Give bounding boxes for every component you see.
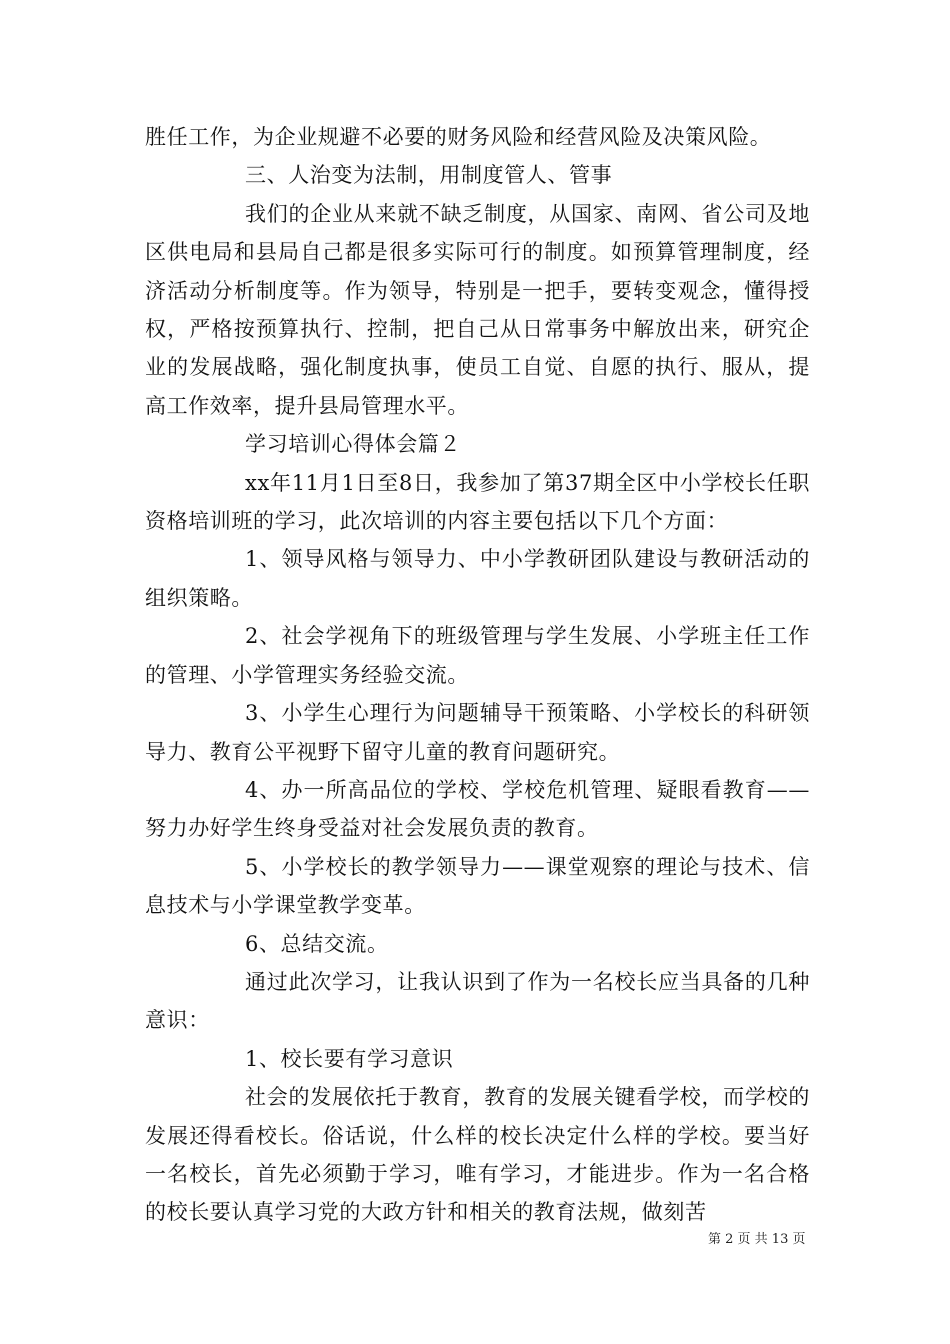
paragraph-training-intro: xx年11月1日至8日，我参加了第37期全区中小学校长任职资格培训班的学习，此次培训的内容主要包括以下几个方面： bbox=[145, 470, 810, 534]
page-number-footer: 第 2 页 共 13 页 bbox=[708, 1232, 806, 1247]
list-item-1: 1、领导风格与领导力、中小学教研团队建设与教研活动的组织策略。 bbox=[145, 547, 810, 610]
paragraph-system-management: 我们的企业从来就不缺乏制度，从国家、南网、省公司及地区供电局和县局自己都是很多实际可行的制度。如预算管理制度，经济活动分析制度等。作为领导，特别是一把手，要转变观念，懂得授权，严格按预算执行、控制，把自己从日常事务中解放出来，研究企业的发展战略，强化制度执事，使员工自觉、自愿的执行、服从，提高工作效率，提升县局管理水平。 bbox=[145, 201, 810, 418]
subheading-learning-awareness: 1、校长要有学习意识 bbox=[245, 1046, 454, 1071]
list-item-2: 2、社会学视角下的班级管理与学生发展、小学班主任工作的管理、小学管理实务经验交流。 bbox=[145, 624, 810, 687]
section-heading-rule-by-law: 三、人治变为法制，用制度管人、管事 bbox=[245, 163, 613, 188]
paragraph-continuation: 胜任工作，为企业规避不必要的财务风险和经营风险及决策风险。 bbox=[145, 125, 772, 149]
paragraph-awareness-intro: 通过此次学习，让我认识到了作为一名校长应当具备的几种意识： bbox=[145, 969, 810, 1033]
list-item-4: 4、办一所高品位的学校、学校危机管理、疑眼看教育——努力办好学生终身受益对社会发展负责的教育。 bbox=[145, 777, 810, 841]
article-title-part-2: 学习培训心得体会篇２ bbox=[245, 432, 461, 457]
list-item-3: 3、小学生心理行为问题辅导干预策略、小学校长的科研领导力、教育公平视野下留守儿童的教育问题研究。 bbox=[145, 701, 810, 764]
list-item-5: 5、小学校长的教学领导力——课堂观察的理论与技术、信息技术与小学课堂教学变革。 bbox=[145, 854, 810, 918]
document-body bbox=[145, 118, 810, 1232]
paragraph-learning-awareness: 社会的发展依托于教育，教育的发展关键看学校，而学校的发展还得看校长。俗话说，什么样的校长决定什么样的学校。要当好一名校长，首先必须勤于学习，唯有学习，才能进步。作为一名合格的校长要认真学习党的大政方针和相关的教育法规，做刻苦 bbox=[145, 1085, 810, 1225]
list-item-6: 6、总结交流。 bbox=[245, 931, 389, 956]
